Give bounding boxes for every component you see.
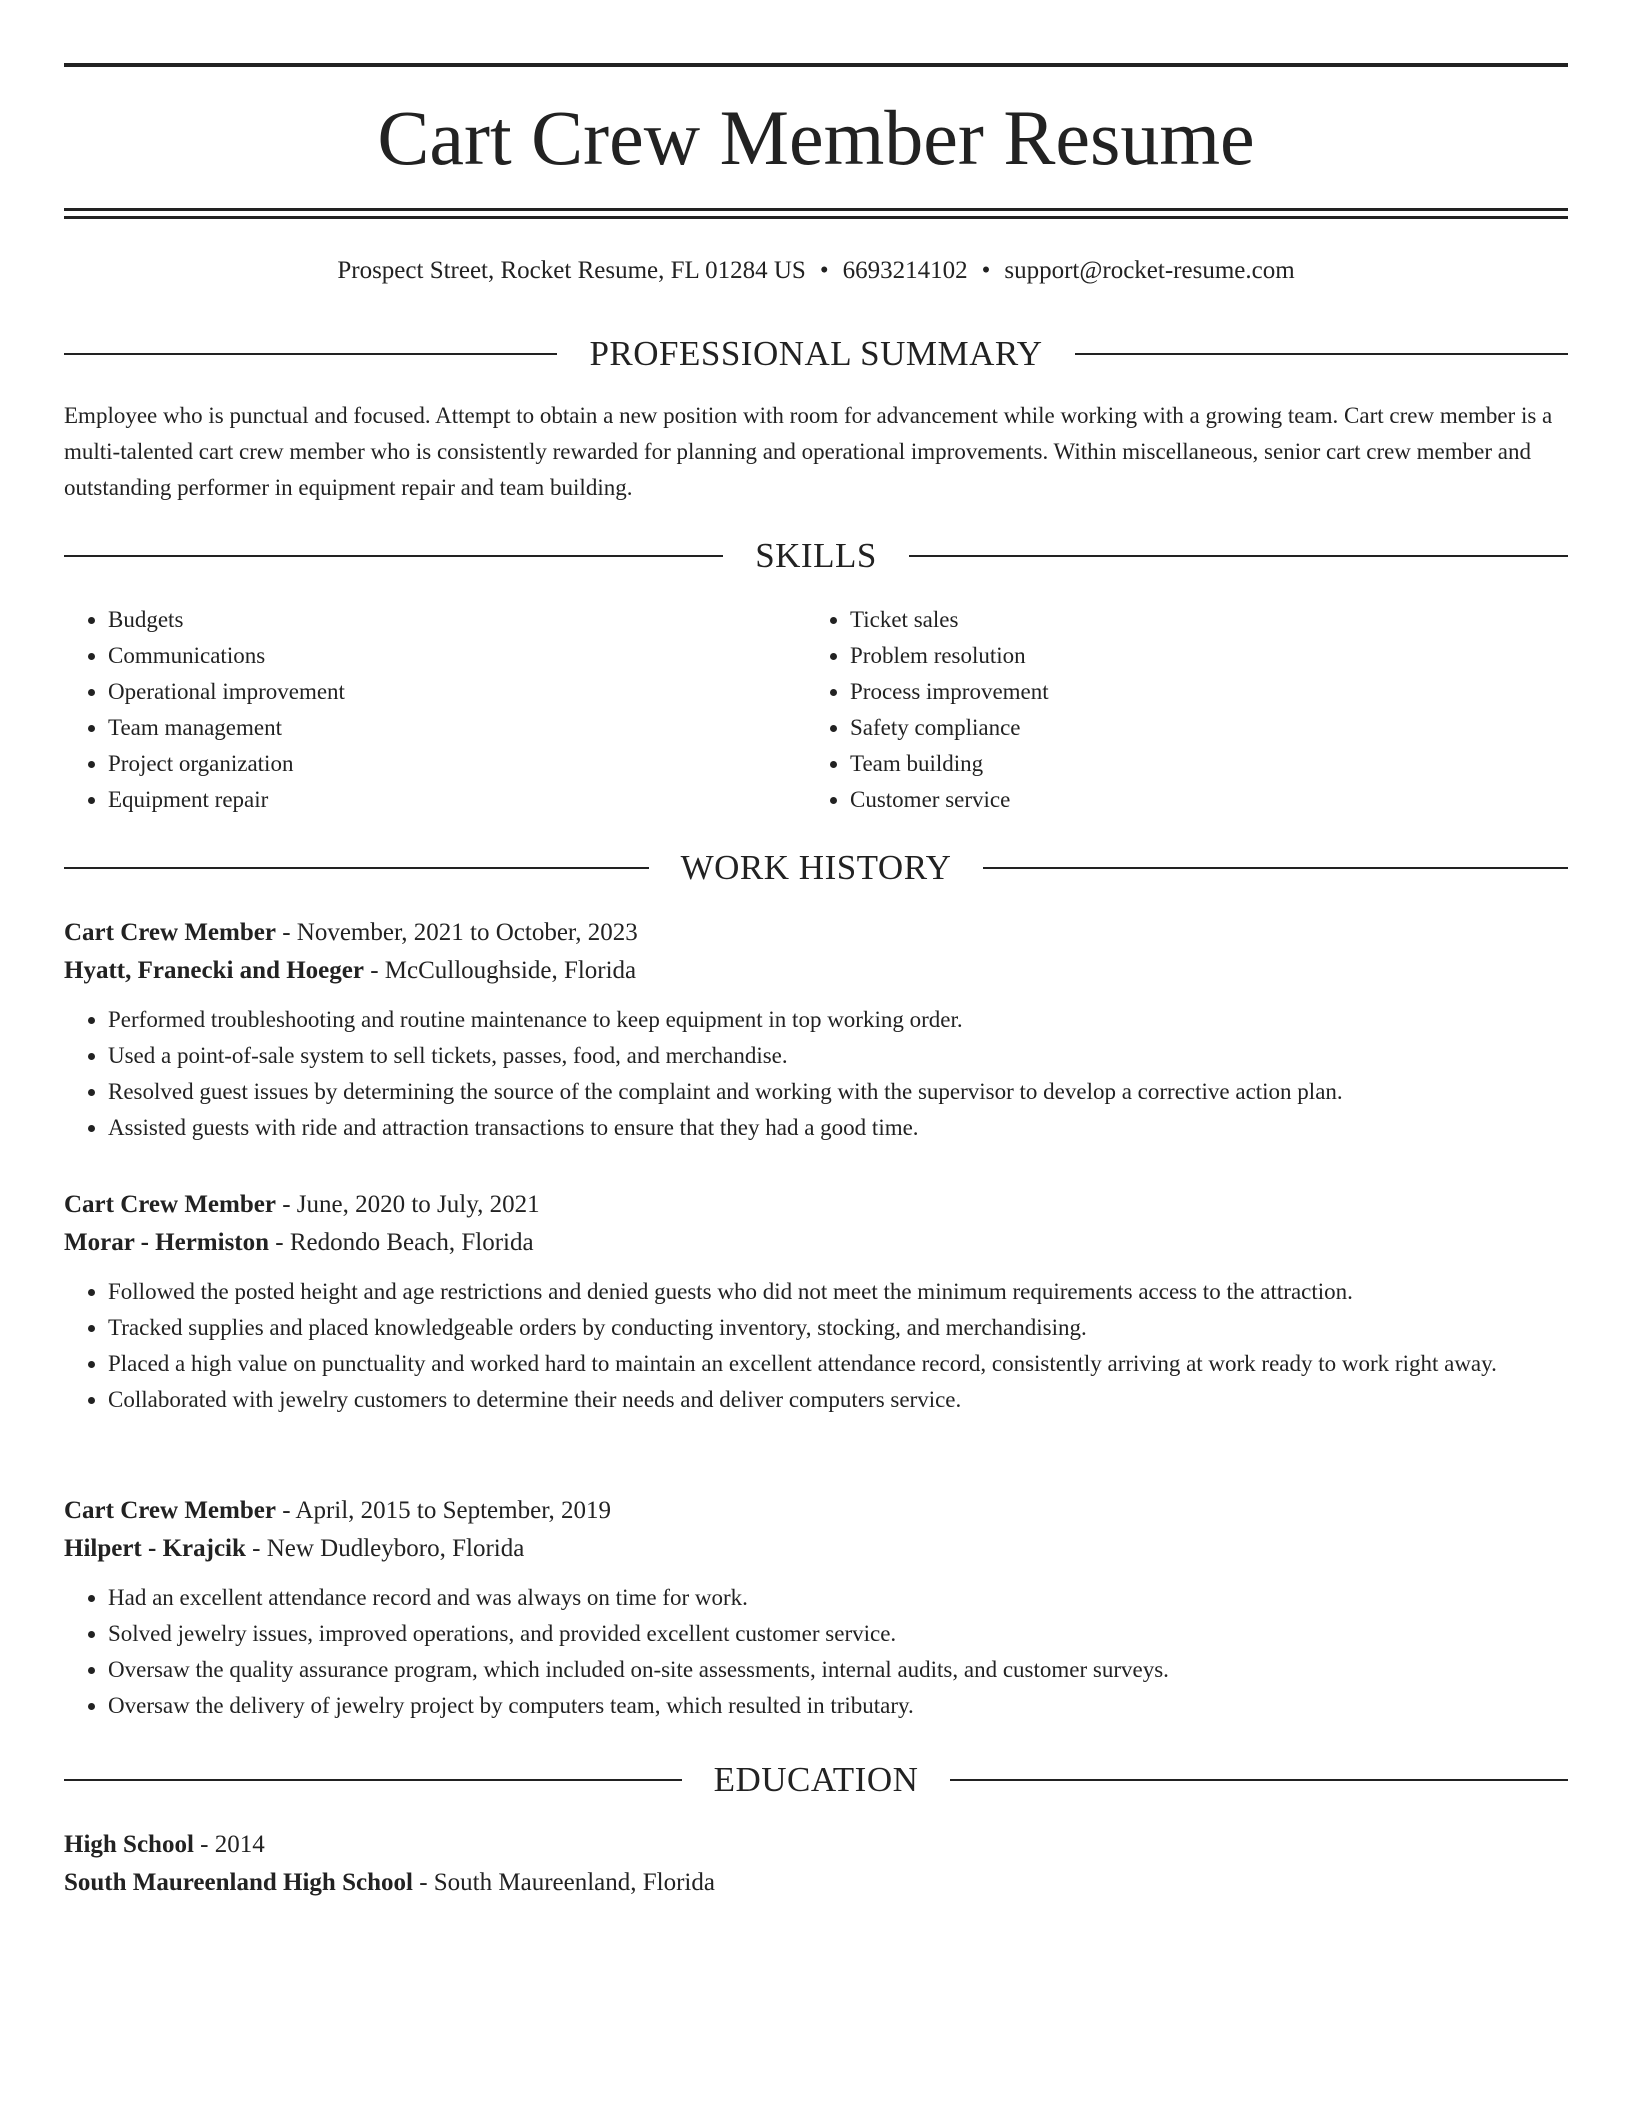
education-degree: High School: [64, 1831, 194, 1858]
job-dates: - November, 2021 to October, 2023: [275, 919, 638, 946]
heading-rule: [909, 555, 1568, 557]
job-bullet: • Used a point-of-sale system to sell tickets, passes, food, and merchandise.: [108, 1038, 1568, 1074]
job-dates: - April, 2015 to September, 2019: [275, 1497, 612, 1524]
job-bullet: • Assisted guests with ride and attraction transactions to ensure that they had a good time.: [108, 1110, 1568, 1146]
contact-email: support@rocket-resume.com: [1004, 257, 1295, 284]
job-bullet: • Oversaw the quality assurance program, which included on-site assessments, internal audits, and customer surveys.: [108, 1652, 1568, 1688]
top-rule: [64, 63, 1568, 67]
education-school: South Maureenland High School: [64, 1869, 413, 1896]
education-heading-label: EDUCATION: [713, 1760, 919, 1799]
work-heading-label: WORK HISTORY: [680, 848, 952, 887]
education-heading: [64, 1758, 1568, 1802]
job-location: - New Dudleyboro, Florida: [245, 1535, 525, 1562]
summary-heading-label: PROFESSIONAL SUMMARY: [589, 334, 1043, 373]
job-bullet: • Solved jewelry issues, improved operations, and provided excellent customer service.: [108, 1616, 1568, 1652]
job-bullet: • Collaborated with jewelry customers to determine their needs and deliver computers service.: [108, 1382, 1568, 1418]
resume-title: Cart Crew Member Resume: [377, 94, 1255, 181]
job-entry: [64, 914, 1568, 1146]
skill-item: • Customer service: [850, 782, 1548, 818]
contact-separator: •: [981, 257, 991, 284]
skill-item: • Problem resolution: [850, 638, 1548, 674]
job-dates: - June, 2020 to July, 2021: [275, 1191, 540, 1218]
skills-heading: [64, 534, 1568, 578]
job-bullet: • Tracked supplies and placed knowledgeable orders by conducting inventory, stocking, and merchandising.: [108, 1310, 1568, 1346]
job-company: Morar - Hermiston: [64, 1229, 270, 1256]
heading-rule: [64, 353, 557, 355]
skill-item: • Team building: [850, 746, 1548, 782]
contact-phone: 6693214102: [842, 257, 968, 284]
job-bullet: • Had an excellent attendance record and was always on time for work.: [108, 1580, 1568, 1616]
job-bullet: • Performed troubleshooting and routine maintenance to keep equipment in top working order.: [108, 1002, 1568, 1038]
contact-separator: •: [819, 257, 829, 284]
skill-item: • Communications: [108, 638, 806, 674]
heading-rule: [1075, 353, 1568, 355]
skill-item: • Safety compliance: [850, 710, 1548, 746]
job-bullets: [64, 1002, 1568, 1146]
job-bullets: [64, 1580, 1568, 1724]
job-entry: [64, 1492, 1568, 1724]
job-bullet: • Followed the posted height and age restrictions and denied guests who did not meet the minimum requirements access to the attraction.: [108, 1274, 1568, 1310]
education-entry: [64, 1826, 1568, 1902]
skill-item: • Budgets: [108, 602, 806, 638]
title-rule-lower: [64, 216, 1568, 219]
skill-item: • Ticket sales: [850, 602, 1548, 638]
skill-item: • Project organization: [108, 746, 806, 782]
job-title: Cart Crew Member: [64, 1497, 276, 1524]
skill-item: • Team management: [108, 710, 806, 746]
job-bullet: • Placed a high value on punctuality and worked hard to maintain an excellent attendance record, consistently arriving at work ready to work right away.: [108, 1346, 1568, 1382]
job-title: Cart Crew Member: [64, 1191, 276, 1218]
job-entry: [64, 1186, 1568, 1418]
work-heading: [64, 846, 1568, 890]
heading-rule: [950, 1779, 1568, 1781]
contact-address: Prospect Street, Rocket Resume, FL 01284 US: [337, 257, 806, 284]
skill-item: • Equipment repair: [108, 782, 806, 818]
skills-right-list: [806, 602, 1548, 818]
job-location: - McCulloughside, Florida: [363, 957, 637, 984]
job-bullet: • Oversaw the delivery of jewelry project by computers team, which resulted in tributary.: [108, 1688, 1568, 1724]
summary-text: Employee who is punctual and focused. Attempt to obtain a new position with room for advancement while working with a growing team. Cart crew member is a multi-talented cart crew member who is consistently rewarded for planning and operational improvements. Within miscellaneous, senior cart crew member and outstanding performer in equipment repair and team building.: [64, 403, 1553, 500]
skill-item: • Process improvement: [850, 674, 1548, 710]
skills-left-list: [64, 602, 806, 818]
title-rule-upper: [64, 208, 1568, 211]
education-location: - South Maureenland, Florida: [412, 1869, 715, 1896]
heading-rule: [64, 555, 723, 557]
education-year: - 2014: [193, 1831, 265, 1858]
heading-rule: [64, 1779, 682, 1781]
skill-item: • Operational improvement: [108, 674, 806, 710]
job-company: Hilpert - Krajcik: [64, 1535, 246, 1562]
job-title: Cart Crew Member: [64, 919, 276, 946]
summary-heading: [64, 332, 1568, 376]
job-location: - Redondo Beach, Florida: [269, 1229, 534, 1256]
skills-heading-label: SKILLS: [755, 536, 877, 575]
heading-rule: [64, 867, 649, 869]
job-company: Hyatt, Franecki and Hoeger: [64, 957, 364, 984]
heading-rule: [983, 867, 1568, 869]
job-bullet: • Resolved guest issues by determining the source of the complaint and working with the supervisor to develop a corrective action plan.: [108, 1074, 1568, 1110]
job-bullets: [64, 1274, 1568, 1418]
contact-line: [64, 253, 1568, 289]
skills-columns: [64, 602, 1568, 818]
